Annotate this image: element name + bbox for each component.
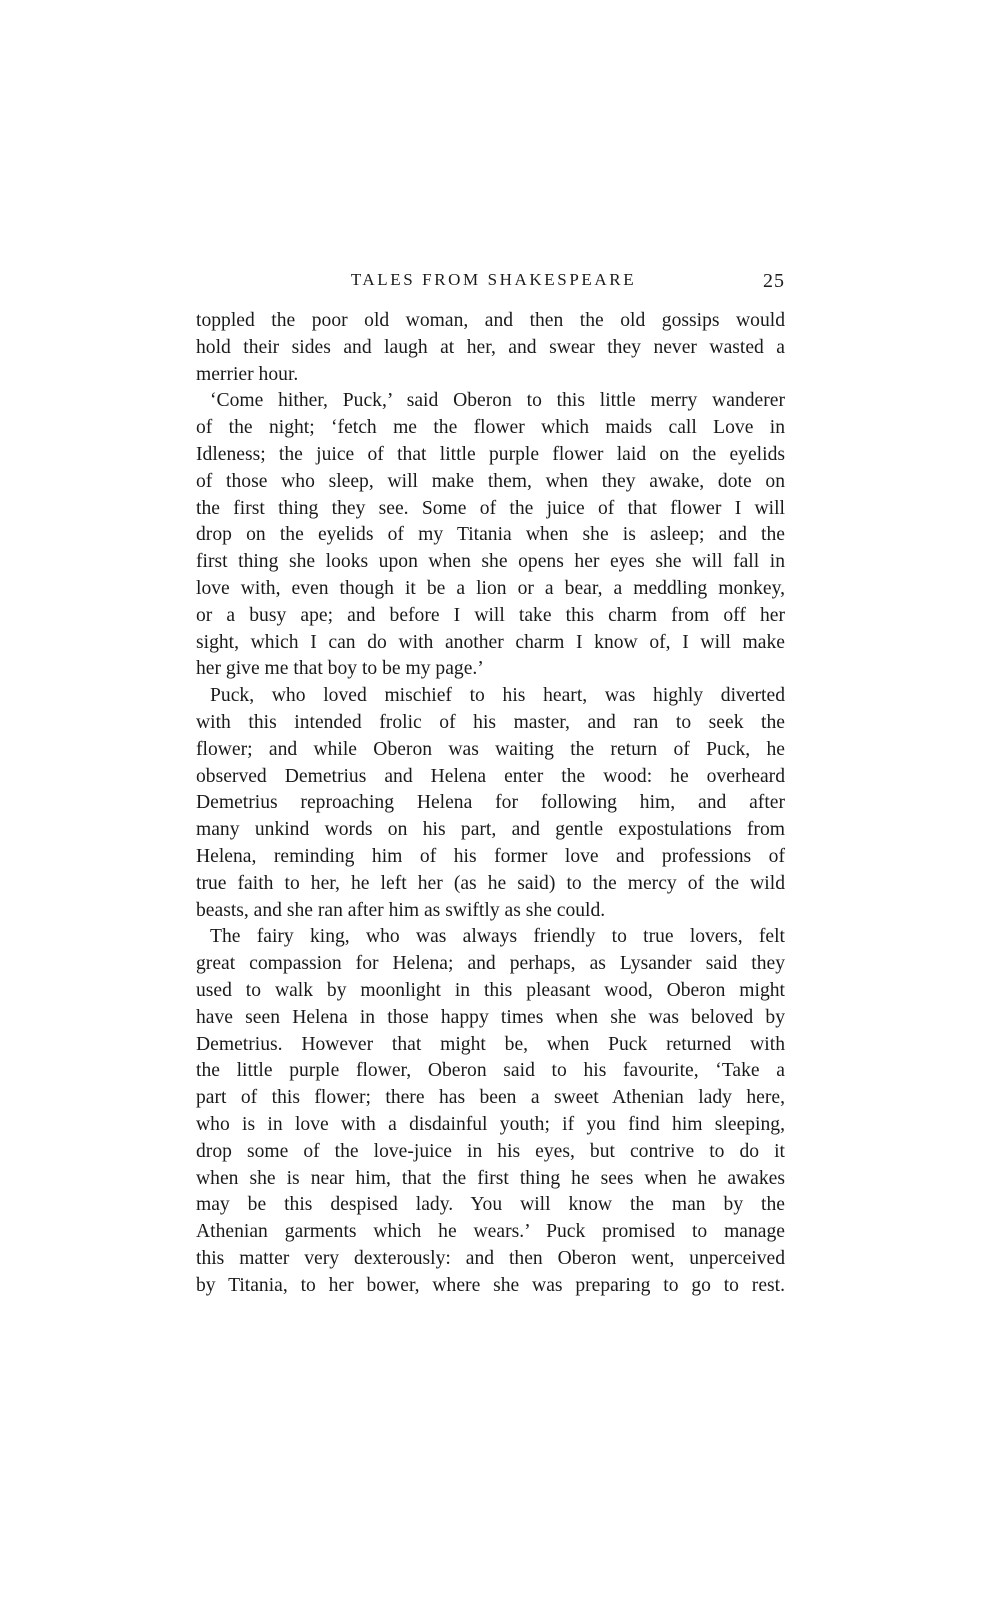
text-line: with this intended frolic of his master, and ran to seek the xyxy=(196,711,785,733)
paragraph xyxy=(196,924,785,1299)
text-line: observed Demetrius and Helena enter the wood: he overheard xyxy=(196,765,785,787)
text-line: or a busy ape; and before I will take this charm from off her xyxy=(196,604,785,626)
text-line: when she is near him, that the first thing he sees when he awakes xyxy=(196,1167,785,1189)
text-line: who is in love with a disdainful youth; if you find him sleeping, xyxy=(196,1113,785,1135)
paragraph xyxy=(196,308,785,388)
text-line: Idleness; the juice of that little purple flower laid on the eyelids xyxy=(196,443,785,465)
text-line: drop on the eyelids of my Titania when she is asleep; and the xyxy=(196,524,785,546)
paragraph xyxy=(196,388,785,683)
page-number: 25 xyxy=(763,270,785,292)
text-line: Demetrius reproaching Helena for following him, and after xyxy=(196,792,785,814)
text-line: love with, even though it be a lion or a bear, a meddling monkey, xyxy=(196,577,785,599)
text-line: used to walk by moonlight in this pleasant wood, Oberon might xyxy=(196,979,785,1001)
text-line: beasts, and she ran after him as swiftly as she could. xyxy=(196,899,606,921)
text-line: merrier hour. xyxy=(196,363,299,385)
text-line: may be this despised lady. You will know the man by the xyxy=(196,1194,785,1216)
text-line: this matter very dexterously: and then Oberon went, unperceived xyxy=(196,1247,785,1269)
text-line: toppled the poor old woman, and then the old gossips would xyxy=(196,310,785,331)
paragraph xyxy=(196,683,785,924)
text-line: great compassion for Helena; and perhaps, as Lysander said they xyxy=(196,953,785,975)
text-line: The fairy king, who was always friendly to true lovers, felt xyxy=(210,926,785,948)
text-line: the little purple flower, Oberon said to his favourite, ‘Take a xyxy=(196,1060,785,1082)
running-head xyxy=(196,270,785,296)
text-line: Helena, reminding him of his former love and professions of xyxy=(196,845,785,867)
text-line: have seen Helena in those happy times when she was beloved by xyxy=(196,1006,785,1028)
text-line: ‘Come hither, Puck,’ said Oberon to this little merry wanderer xyxy=(210,390,785,412)
text-line: Demetrius. However that might be, when Puck returned with xyxy=(196,1033,785,1055)
text-line: first thing she looks upon when she opens her eyes she will fall in xyxy=(196,551,785,573)
text-line: many unkind words on his part, and gentle expostulations from xyxy=(196,819,785,841)
running-title: TALES FROM SHAKESPEARE xyxy=(350,270,637,289)
text-line: sight, which I can do with another charm I know of, I will make xyxy=(196,631,785,653)
text-line: Puck, who loved mischief to his heart, was highly diverted xyxy=(210,685,785,707)
text-line: part of this flower; there has been a sweet Athenian lady here, xyxy=(196,1087,785,1109)
text-line: true faith to her, he left her (as he said) to the mercy of the wild xyxy=(196,872,785,894)
text-line: the first thing they see. Some of the juice of that flower I will xyxy=(196,497,785,519)
text-line: flower; and while Oberon was waiting the return of Puck, he xyxy=(196,738,785,760)
text-line: Athenian garments which he wears.’ Puck promised to manage xyxy=(196,1221,785,1243)
body-text xyxy=(196,308,785,1299)
text-line: drop some of the love-juice in his eyes, but contrive to do it xyxy=(196,1140,785,1162)
text-line: hold their sides and laugh at her, and swear they never wasted a xyxy=(196,336,785,358)
text-line: of the night; ‘fetch me the flower which maids call Love in xyxy=(196,417,785,439)
text-line: of those who sleep, will make them, when they awake, dote on xyxy=(196,470,785,492)
text-line: by Titania, to her bower, where she was preparing to go to rest. xyxy=(196,1274,785,1296)
text-line: her give me that boy to be my page.’ xyxy=(196,658,484,680)
